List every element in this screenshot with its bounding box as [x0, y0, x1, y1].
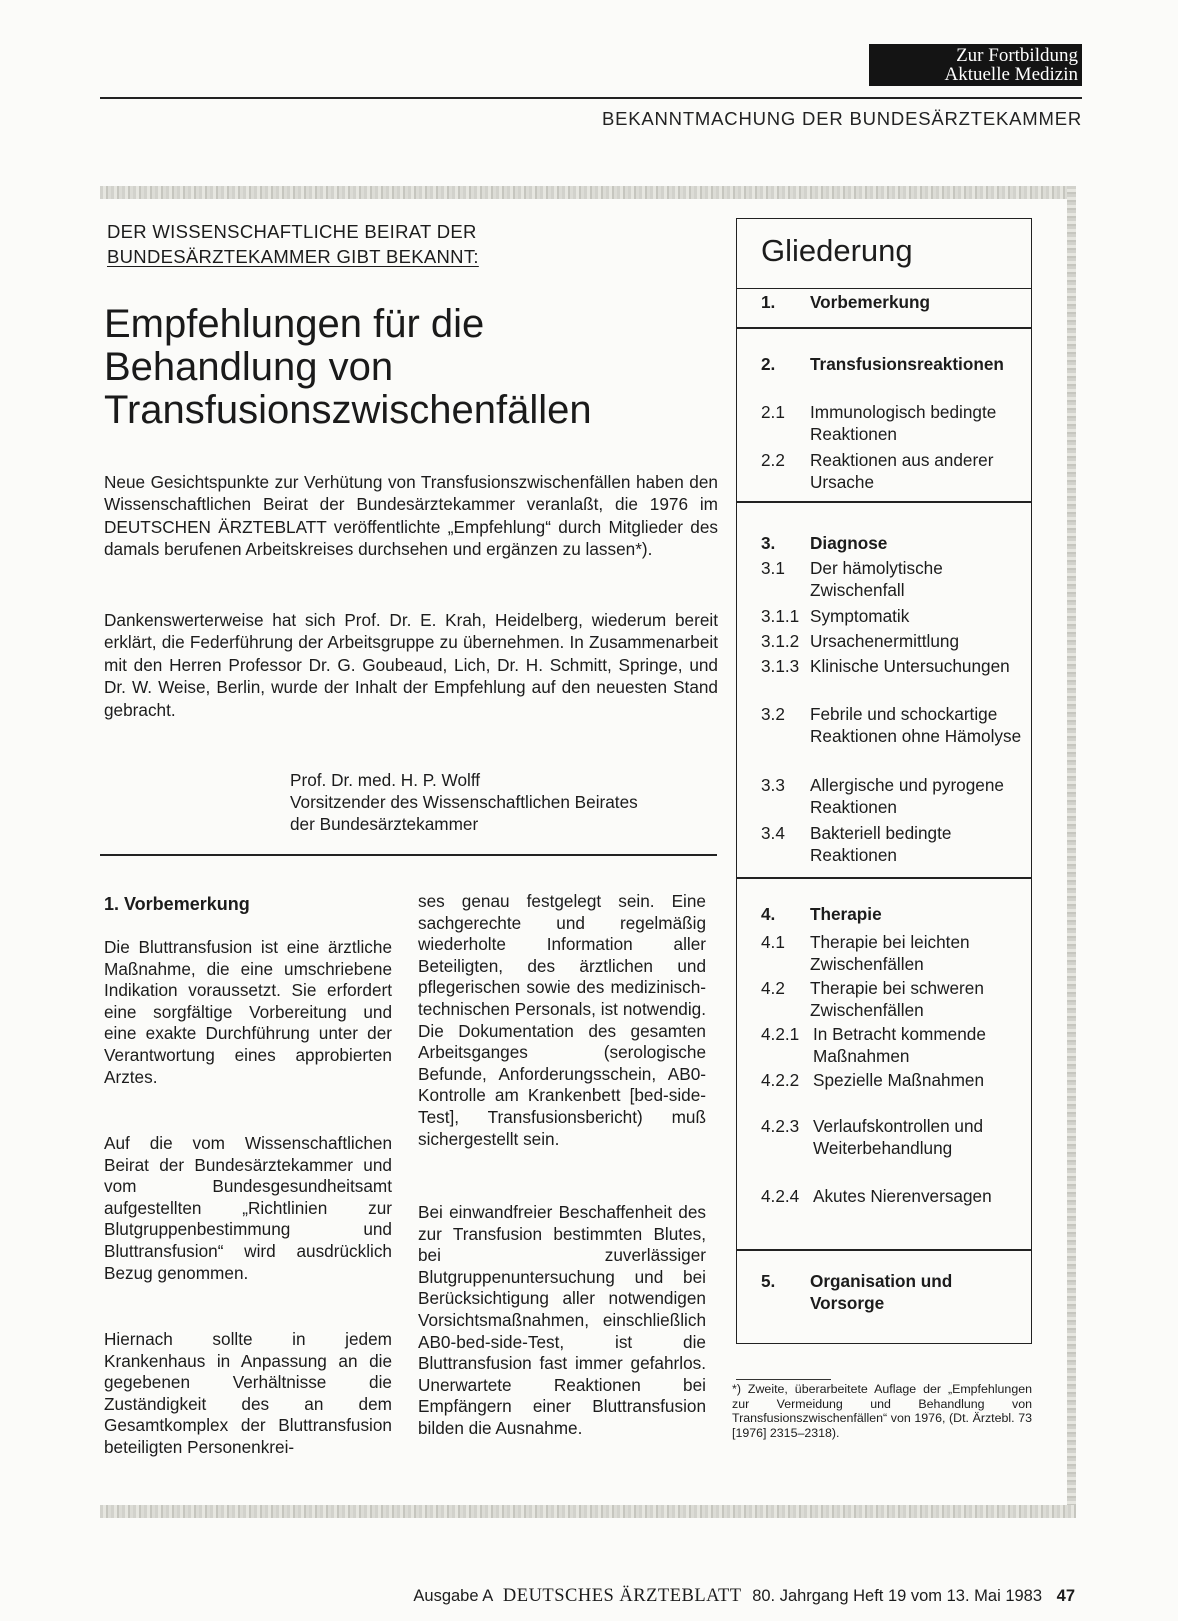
article-title — [104, 303, 724, 432]
toc-item-text: Allergische und pyrogene Reaktionen — [810, 775, 1004, 817]
toc-item-text: Organisation und Vorsorge — [810, 1271, 953, 1313]
toc-item-text: Febrile und schockartige Reaktionen ohne Hämolyse — [810, 704, 1022, 746]
toc-item-number: 2.2 — [761, 450, 785, 470]
toc-item-text: Symptomatik — [810, 606, 910, 626]
body-paragraph: Auf die vom Wissenschaftlichen Beirat der Bundesärztekammer und vom Bundesgesundheitsamt aufgestellten „Richtlinien zur Blutgruppenbestimmung und Bluttransfusion“ wird ausdrücklich Bezug genommen. — [104, 1133, 392, 1283]
toc-item-text: Transfusionsreaktionen — [810, 354, 1004, 374]
body-paragraph: Hiernach sollte in jedem Krankenhaus in Anpassung an die gegebenen Verhältnisse die Zuständigkeit des an dem Gesamtkomplex der Bluttransfusion beteiligten Personenkrei- — [104, 1329, 392, 1457]
table-of-contents — [736, 218, 1032, 1344]
body-paragraph: ses genau festgelegt sein. Eine sachgerechte und regelmäßig wiederholte Information aller Beteiligten, des ärztlichen und pflegerischen sowie des medizinisch-technischen Personals, ist notwendig. Die Dokumentation des gesamten Arbeitsganges (serologische Befunde, Anforderungsschein, AB0-Kontrolle am Krankenbett [bed-side-Test], Transfusionsbericht) muß sichergestellt sein. — [418, 891, 706, 1149]
toc-item-number: 4.2.1 — [761, 1024, 800, 1044]
intro-paragraph-2: Dankenswerterweise hat sich Prof. Dr. E. Krah, Heidelberg, wiederum bereit erklärt, die Federführung der Arbeitsgruppe zu übernehmen. In Zusammenarbeit mit den Herren Professor Dr. G. Goubeaud, Lich, Dr. H. Schmitt, Springe, und Dr. W. Weise, Berlin, wurde der Inhalt der Empfehlung auf den neuesten Stand gebracht. — [104, 610, 718, 720]
section-divider — [100, 854, 717, 856]
toc-divider — [737, 1249, 1031, 1251]
title-line1: Empfehlungen für die — [104, 302, 485, 346]
toc-item-text: Verlaufskontrollen und Weiterbehandlung — [813, 1116, 984, 1158]
section-label — [869, 44, 1082, 86]
toc-item-number: 3. — [761, 533, 776, 553]
toc-item-number: 4.2 — [761, 978, 785, 998]
footer-edition: Ausgabe A — [413, 1587, 493, 1605]
toc-item-text: In Betracht kommende Maßnahmen — [813, 1024, 986, 1066]
top-decorative-stripe — [100, 186, 1076, 199]
toc-item-number: 5. — [761, 1271, 776, 1291]
toc-item-text: Bakteriell bedingte Reaktionen — [810, 823, 952, 865]
bottom-decorative-stripe — [100, 1505, 1076, 1518]
toc-item-text: Der hämolytische Zwischenfall — [810, 558, 943, 600]
toc-item-number: 3.1.3 — [761, 656, 800, 676]
signature-org: der Bundesärztekammer — [290, 814, 479, 834]
toc-item-text: Reaktionen aus anderer Ursache — [810, 450, 994, 492]
page-number: 47 — [1056, 1587, 1075, 1605]
footer-issue: 80. Jahrgang Heft 19 vom 13. Mai 1983 — [752, 1587, 1043, 1605]
kicker-line2: BUNDESÄRZTEKAMMER GIBT BEKANNT: — [107, 246, 479, 267]
toc-item-number: 2. — [761, 354, 776, 374]
toc-item-number: 3.1.1 — [761, 606, 800, 626]
toc-item-text: Therapie bei leichten Zwischenfällen — [810, 932, 970, 974]
toc-item-number: 1. — [761, 292, 776, 312]
toc-item-number: 3.1 — [761, 558, 785, 578]
toc-header — [737, 219, 1031, 289]
footer-journal: DEUTSCHES ÄRZTEBLATT — [502, 1586, 742, 1606]
kicker-line1: DER WISSENSCHAFTLICHE BEIRAT DER — [107, 221, 477, 242]
toc-item-number: 3.2 — [761, 704, 785, 724]
footnote: *) Zweite, überarbeitete Auflage der „Empfehlungen zur Vermeidung und Behandlung von Transfusionszwischenfällen“ von 1976, (Dt. Ärztebl. 73 [1976] 2315–2318). — [732, 1382, 1032, 1440]
section-heading: 1. Vorbemerkung — [104, 894, 250, 914]
toc-divider — [737, 501, 1031, 503]
kicker — [107, 219, 479, 269]
body-paragraph: Bei einwandfreier Beschaffenheit des zur Transfusion bestimmten Blutes, bei zuverlässiger Blutgruppenuntersuchung und bei Berücksichtigung aller notwendigen Vorsichtsmaßnahmen, einschließlich AB0-bed-side-Test, ist die Bluttransfusion fast immer gefahrlos. Unerwartete Reaktionen bei Empfängern einer Bluttransfusion bilden die Ausnahme. — [418, 1202, 706, 1438]
body-paragraph: Die Bluttransfusion ist eine ärztliche Maßnahme, die eine umschriebene Indikation voraussetzt. Sie erfordert eine sorgfältige Vorbereitung und eine exakte Durchführung unter der Verantwortung eines approbierten Arztes. — [104, 937, 392, 1087]
toc-item-number: 4.2.3 — [761, 1116, 800, 1136]
toc-item-number: 4.2.4 — [761, 1186, 800, 1206]
section-label-line1: Zur Fortbildung — [956, 45, 1078, 66]
toc-item-number: 3.4 — [761, 823, 785, 843]
page-footer — [0, 1586, 1075, 1607]
toc-item-number: 3.1.2 — [761, 631, 800, 651]
toc-title: Gliederung — [761, 233, 913, 268]
notice-heading: BEKANNTMACHUNG DER BUNDESÄRZTEKAMMER — [601, 108, 1082, 129]
toc-divider — [737, 877, 1031, 879]
toc-item-text: Diagnose — [810, 533, 888, 553]
toc-item-text: Klinische Untersuchungen — [810, 656, 1010, 676]
toc-item-text: Therapie bei schweren Zwischenfällen — [810, 978, 984, 1020]
toc-item-text: Therapie — [810, 904, 882, 924]
signature-role: Vorsitzender des Wissenschaftlichen Beirates — [290, 792, 638, 812]
toc-item-text: Akutes Nierenversagen — [813, 1186, 992, 1206]
intro-paragraph-1: Neue Gesichtspunkte zur Verhütung von Transfusionszwischenfällen haben den Wissenschaftlichen Beirat der Bundesärztekammer veranlaßt, die 1976 im DEUTSCHEN ÄRZTEBLATT veröffentlichte „Empfehlung“ durch Mitglieder des damals berufenen Arbeitskreises durchsehen und ergänzen zu lassen*). — [104, 472, 718, 560]
toc-item-number: 2.1 — [761, 402, 785, 422]
toc-item-number: 4.1 — [761, 932, 785, 952]
toc-item-text: Spezielle Maßnahmen — [813, 1070, 985, 1090]
title-line3: Transfusionszwischenfällen — [104, 388, 592, 432]
side-decorative-stripe — [1067, 186, 1076, 1518]
toc-item-number: 4. — [761, 904, 776, 924]
toc-item-text: Ursachenermittlung — [810, 631, 960, 651]
section-label-line2: Aktuelle Medizin — [944, 64, 1078, 85]
toc-item-text: Vorbemerkung — [810, 292, 931, 312]
top-rule — [100, 97, 1082, 99]
title-line2: Behandlung von — [104, 345, 394, 389]
signature-name: Prof. Dr. med. H. P. Wolff — [290, 770, 481, 790]
toc-item-number: 3.3 — [761, 775, 785, 795]
signature — [290, 769, 638, 835]
toc-item-number: 4.2.2 — [761, 1070, 800, 1090]
toc-item-text: Immunologisch bedingte Reaktionen — [810, 402, 997, 444]
footnote-rule — [736, 1379, 831, 1380]
toc-divider — [737, 327, 1031, 329]
